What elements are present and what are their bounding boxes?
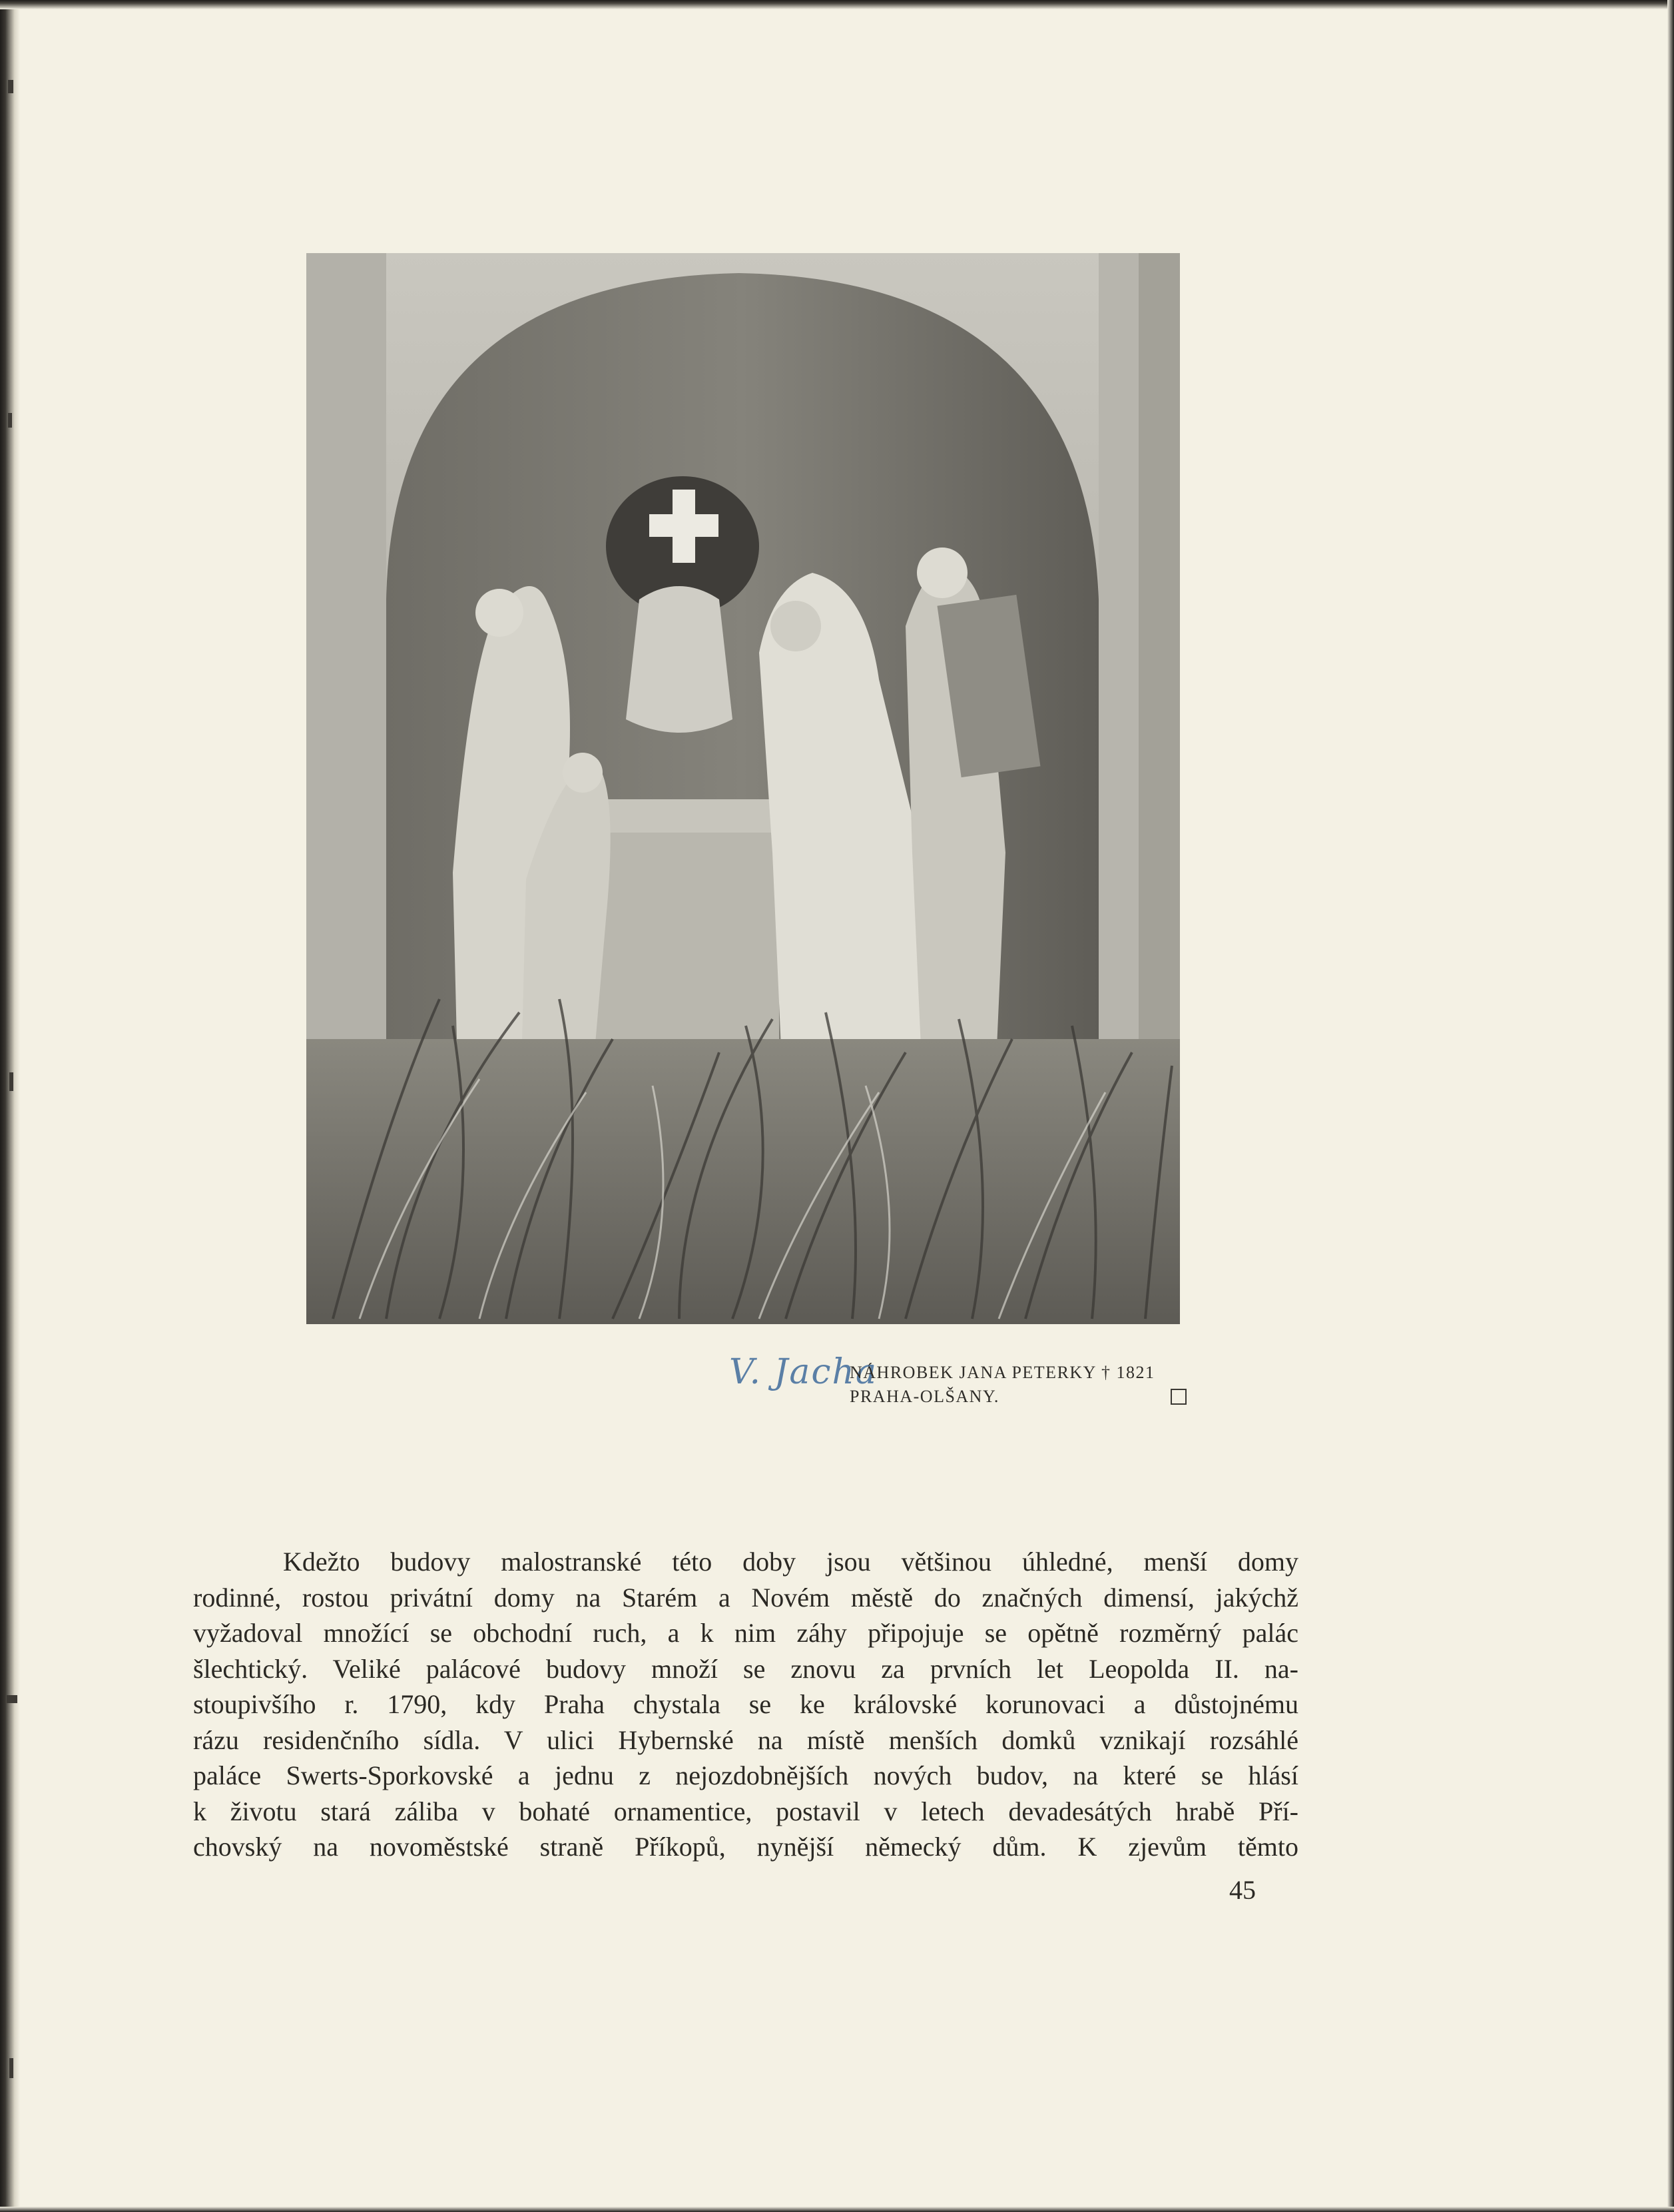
text-line: k životu stará záliba v bohaté ornamentice, postavil v letech devadesátých hrabě Pří-: [193, 1796, 1298, 1826]
margin-mark: [9, 2058, 13, 2078]
page-binding-edge: [0, 0, 20, 2212]
photo-caption: [850, 1361, 1155, 1409]
text-line: Kdežto budovy malostranské této doby jsou většinou úhledné, menší domy: [283, 1547, 1298, 1577]
caption-line-2: PRAHA-OLŠANY.: [850, 1387, 999, 1406]
margin-mark: [8, 80, 13, 93]
margin-mark: [9, 1072, 13, 1091]
text-line: paláce Swerts-Sporkovské a jednu z nejozdobnějších nových budov, na které se hlásí: [193, 1760, 1298, 1790]
handwritten-signature: V. Jacha: [729, 1352, 878, 1392]
text-line: chovský na novoměstské straně Příkopů, nynější německý dům. K zjevům těmto: [193, 1832, 1298, 1862]
margin-mark: [7, 1695, 17, 1703]
page-bottom-edge: [0, 2207, 1674, 2212]
memorial-photo: [306, 253, 1180, 1324]
page-top-edge: [0, 0, 1674, 9]
text-line: vyžadoval množící se obchodní ruch, a k nim záhy připojuje se opětně rozměrný palác: [193, 1618, 1298, 1648]
caption-line-1: NÁHROBEK JANA PETERKY † 1821: [850, 1363, 1155, 1382]
body-paragraph: [193, 1544, 1298, 1865]
square-ornament-icon: [1171, 1389, 1187, 1405]
margin-mark: [8, 413, 12, 428]
text-line: šlechtický. Veliké palácové budovy množí se znovu za prvních let Leopolda II. na-: [193, 1653, 1298, 1684]
text-line: rázu residenčního sídla. V ulici Hybernské na místě menších domků vznikají rozsáhlé: [193, 1724, 1298, 1755]
sculpture-image: [306, 253, 1180, 1324]
page-number: 45: [1229, 1875, 1256, 1905]
text-line: rodinné, rostou privátní domy na Starém a Novém městě do značných dimensí, jakýchž: [193, 1582, 1298, 1613]
page-right-edge: [1667, 0, 1674, 2212]
text-line: stoupivšího r. 1790, kdy Praha chystala se ke královské korunovaci a důstojnému: [193, 1689, 1298, 1719]
